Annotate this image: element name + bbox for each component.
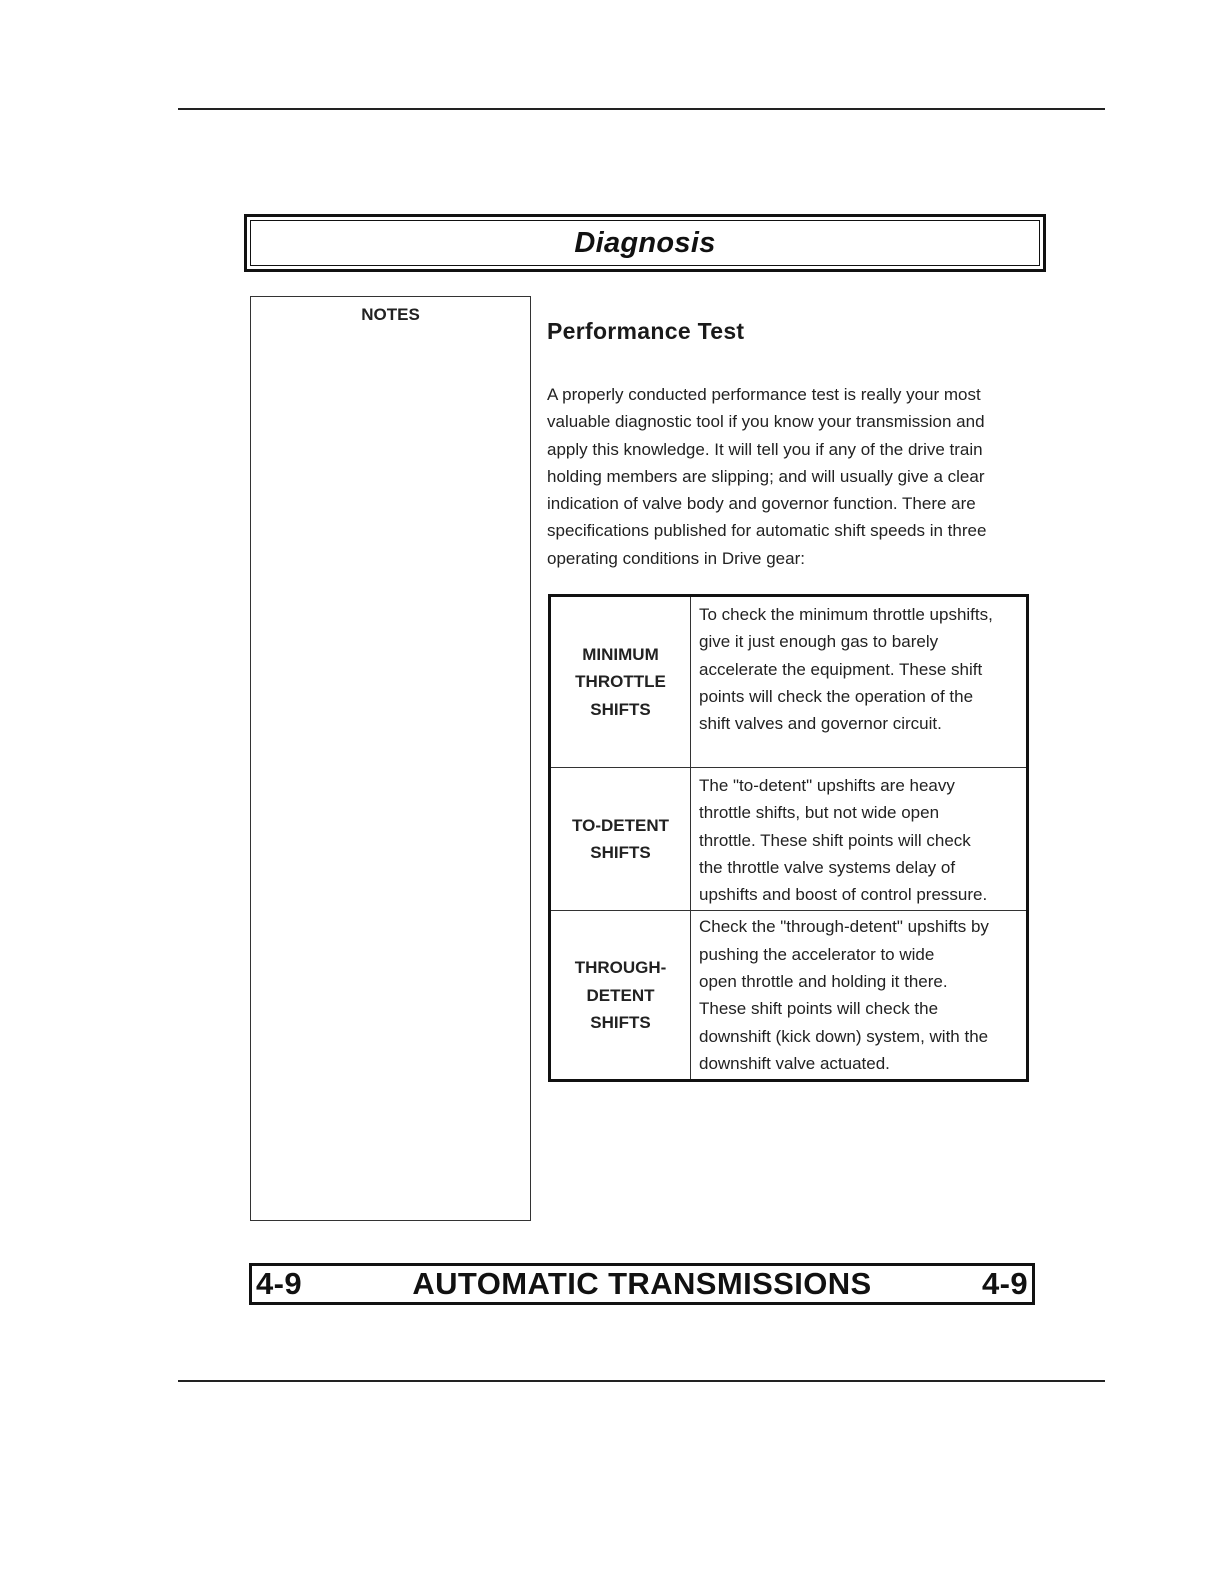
- main-content: [547, 318, 1027, 572]
- row-label-line: THROUGH-: [574, 958, 667, 978]
- section-banner-inner: [250, 220, 1040, 266]
- row-description: [691, 911, 1028, 1081]
- row-description: [691, 596, 1028, 768]
- page-number-left: 4-9: [256, 1266, 303, 1301]
- footer-banner: [249, 1263, 1035, 1305]
- desc-line: downshift (kick down) system, with the: [699, 1026, 989, 1046]
- desc-line: pushing the accelerator to wide: [699, 944, 935, 964]
- table-row: [550, 596, 1028, 768]
- desc-line: To check the minimum throttle upshifts,: [699, 605, 993, 624]
- bottom-rule: [178, 1380, 1105, 1382]
- row-label-line: SHIFTS: [590, 699, 651, 719]
- desc-line: the throttle valve systems delay of: [699, 857, 956, 877]
- desc-line: These shift points will check the: [699, 999, 939, 1019]
- row-label: [550, 768, 691, 911]
- desc-line: throttle shifts, but not wide open: [699, 803, 940, 823]
- desc-line: throttle. These shift points will check: [699, 830, 971, 850]
- desc-line: downshift valve actuated.: [699, 1053, 890, 1073]
- row-label-line: THROTTLE: [575, 672, 666, 692]
- desc-line: upshifts and boost of control pressure.: [699, 885, 988, 905]
- shift-test-table: [548, 594, 1029, 1082]
- desc-line: The "to-detent" upshifts are heavy: [699, 776, 955, 795]
- table-row: [550, 911, 1028, 1081]
- row-label-line: MINIMUM: [582, 645, 659, 665]
- row-label-line: SHIFTS: [590, 843, 651, 863]
- section-banner: [244, 214, 1046, 272]
- intro-paragraph: A properly conducted performance test is really your most valuable diagnostic tool if you know your transmission and apply this knowledge. It will tell you if any of the drive train holding members are slipping; and will usually give a clear indication of valve body and governor function. There are specifications published for automatic shift speeds in three operating conditions in Drive gear:: [547, 385, 987, 568]
- row-description: [691, 768, 1028, 911]
- table-row: [550, 768, 1028, 911]
- row-label: [550, 911, 691, 1081]
- notes-box: [250, 296, 531, 1221]
- desc-line: shift valves and governor circuit.: [699, 714, 942, 734]
- desc-line: points will check the operation of the: [699, 686, 974, 706]
- section-title: Diagnosis: [574, 226, 716, 259]
- top-rule: [178, 108, 1105, 110]
- row-label-line: TO-DETENT: [572, 815, 669, 835]
- desc-line: accelerate the equipment. These shift: [699, 659, 983, 679]
- row-label-line: SHIFTS: [590, 1013, 651, 1033]
- notes-label: NOTES: [361, 305, 420, 324]
- chapter-title: AUTOMATIC TRANSMISSIONS: [412, 1266, 872, 1301]
- page-number-right: 4-9: [981, 1266, 1028, 1301]
- desc-line: give it just enough gas to barely: [699, 632, 939, 652]
- page-heading: Performance Test: [547, 318, 745, 344]
- desc-line: Check the "through-detent" upshifts by: [699, 917, 989, 937]
- row-label: [550, 596, 691, 768]
- row-label-line: DETENT: [586, 985, 655, 1005]
- desc-line: open throttle and holding it there.: [699, 972, 948, 992]
